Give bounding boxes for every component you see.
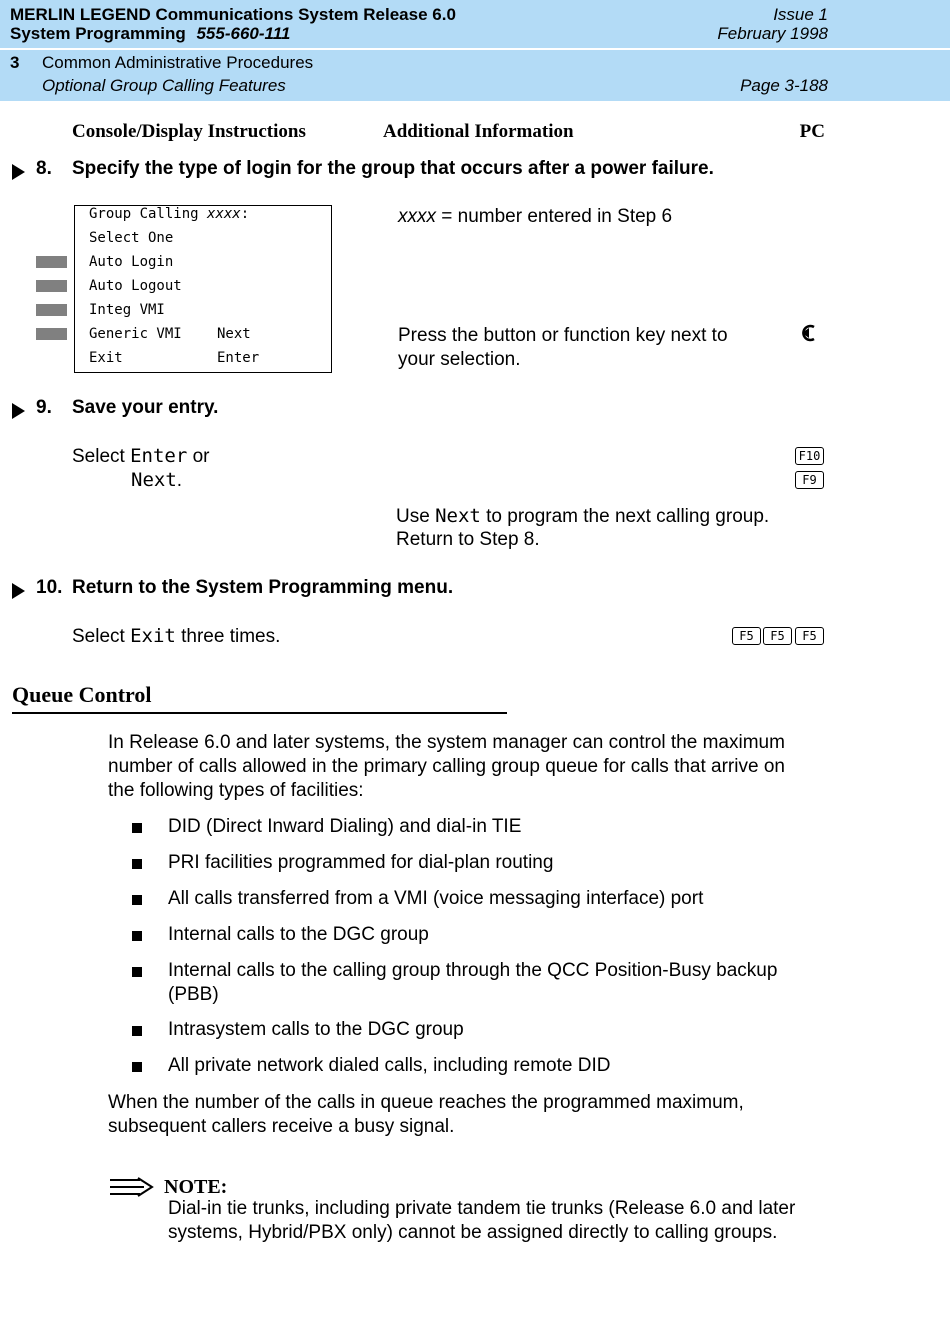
- column-pc-heading: PC: [799, 121, 825, 142]
- step-9-select-line: Select Enter or: [72, 445, 210, 467]
- section-title: Optional Group Calling Features: [42, 76, 286, 95]
- doc-number: 555-660-111: [196, 24, 291, 43]
- step-10-title: Return to the System Programming menu.: [72, 577, 454, 598]
- bullet-icon: [132, 967, 142, 977]
- queue-closing-line-1: When the number of the calls in queue reaches the programmed maximum,: [108, 1092, 744, 1113]
- display-option-integ-vmi[interactable]: Integ VMI: [89, 302, 165, 318]
- doc-title: System Programming: [10, 24, 186, 43]
- bullet-icon: [132, 1062, 142, 1072]
- list-item: PRI facilities programmed for dial-plan routing: [168, 852, 554, 873]
- list-item: Intrasystem calls to the DGC group: [168, 1019, 464, 1040]
- display-option-generic-vmi[interactable]: Generic VMI: [89, 326, 182, 342]
- list-item: All private network dialed calls, including remote DID: [168, 1055, 611, 1076]
- step-9-return-line: Return to Step 8.: [396, 529, 540, 550]
- heading-rule: [12, 712, 507, 714]
- step-10-number: 10.: [36, 577, 63, 598]
- issue: Issue 1: [773, 5, 828, 24]
- display-option-enter[interactable]: Enter: [217, 350, 260, 366]
- bullet-icon: [132, 859, 142, 869]
- selector-button-3[interactable]: [36, 304, 67, 316]
- console-display: [74, 205, 332, 373]
- selector-button-4[interactable]: [36, 328, 67, 340]
- product-title: MERLIN LEGEND Communications System Release 6.0: [10, 5, 456, 24]
- note-pencil-icon: [108, 1176, 154, 1198]
- column-console-heading: Console/Display Instructions: [72, 121, 306, 142]
- selector-button-1[interactable]: [36, 256, 67, 268]
- doc-title-line: [10, 24, 290, 44]
- list-item-continuation: (PBB): [168, 984, 219, 1005]
- step-9-number: 9.: [36, 397, 52, 418]
- chapter-number: 3: [10, 53, 20, 72]
- step-8-press-line-1: Press the button or function key next to: [398, 325, 728, 346]
- display-option-next[interactable]: Next: [217, 326, 251, 342]
- display-option-auto-logout[interactable]: Auto Logout: [89, 278, 182, 294]
- enter-option[interactable]: Enter: [130, 445, 188, 467]
- queue-closing-line-2: subsequent callers receive a busy signal.: [108, 1116, 455, 1137]
- bullet-icon: [132, 823, 142, 833]
- list-item: Internal calls to the calling group through the QCC Position-Busy backup: [168, 960, 778, 981]
- column-additional-heading: Additional Information: [383, 121, 574, 142]
- step-9-arrow-icon: [12, 403, 25, 419]
- display-line-1: Group Calling xxxx:: [89, 206, 250, 222]
- bullet-icon: [132, 1026, 142, 1036]
- queue-intro-line-2: number of calls allowed in the primary calling group queue for calls that arrive on: [108, 756, 785, 777]
- return-arrow-icon: [799, 323, 819, 343]
- exit-option[interactable]: Exit: [130, 625, 176, 647]
- next-option[interactable]: Next: [131, 469, 177, 491]
- queue-intro-line-1: In Release 6.0 and later systems, the system manager can control the maximum: [108, 732, 785, 753]
- f9-key[interactable]: F9: [795, 471, 824, 489]
- step-9-next-line: Next.: [131, 469, 183, 491]
- note-line-2: systems, Hybrid/PBX only) cannot be assigned directly to calling groups.: [168, 1222, 778, 1243]
- list-item: DID (Direct Inward Dialing) and dial-in TIE: [168, 816, 522, 837]
- step-10-arrow-icon: [12, 583, 25, 599]
- step-8-title: Specify the type of login for the group that occurs after a power failure.: [72, 158, 714, 179]
- step-8-press-line-2: your selection.: [398, 349, 521, 370]
- queue-control-heading: Queue Control: [12, 682, 152, 707]
- selector-button-2[interactable]: [36, 280, 67, 292]
- step-9-title: Save your entry.: [72, 397, 219, 418]
- display-option-auto-login[interactable]: Auto Login: [89, 254, 174, 270]
- step-8-variable-note: xxxx = number entered in Step 6: [398, 206, 673, 227]
- note-line-1: Dial-in tie trunks, including private tandem tie trunks (Release 6.0 and later: [168, 1198, 796, 1219]
- f5-key-1[interactable]: F5: [732, 627, 761, 645]
- bullet-icon: [132, 931, 142, 941]
- bullet-icon: [132, 895, 142, 905]
- page-number: Page 3-188: [740, 76, 828, 95]
- f5-key-3[interactable]: F5: [795, 627, 824, 645]
- chapter-title: Common Administrative Procedures: [42, 53, 314, 72]
- f5-key-2[interactable]: F5: [763, 627, 792, 645]
- step-8-arrow-icon: [12, 164, 25, 180]
- f10-key[interactable]: F10: [795, 447, 824, 465]
- display-line-2: Select One: [89, 230, 174, 246]
- list-item: Internal calls to the DGC group: [168, 924, 429, 945]
- issue-date: February 1998: [717, 24, 828, 43]
- list-item: All calls transferred from a VMI (voice messaging interface) port: [168, 888, 704, 909]
- step-9-use-next-line: Use Next to program the next calling group.: [396, 505, 770, 527]
- step-8-number: 8.: [36, 158, 52, 179]
- step-10-select-line: Select Exit three times.: [72, 625, 281, 647]
- note-label: NOTE:: [164, 1176, 228, 1198]
- display-option-exit[interactable]: Exit: [89, 350, 123, 366]
- queue-intro-line-3: the following types of facilities:: [108, 780, 364, 801]
